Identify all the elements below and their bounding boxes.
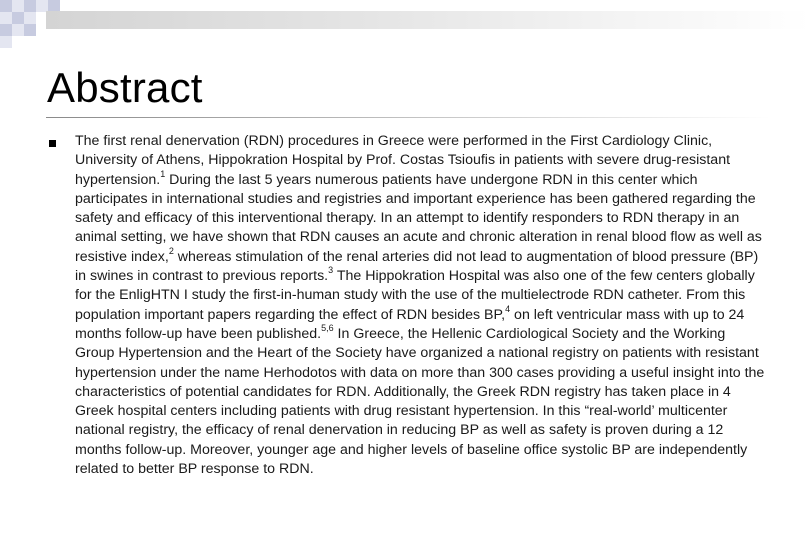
text-run: HTN I study the first-in-human study with the use of the multielectrode RDN catheter. From this population important papers regarding the effect of RDN besides BP, (75, 287, 746, 323)
decor-square (0, 36, 12, 48)
citation-superscript: 1 (160, 168, 166, 179)
citation-superscript: 2 (168, 246, 174, 257)
text-run: In Greece, the Hellenic Cardiological Society and the Working Group Hypertension and the Heart of the Society have organized a national registry on patients with resistant hypertension under the name Herhodotos with data on more than 300 cases providing a useful insight into the characteristics of potential candidates for RDN. Additionally, the Greek RDN registry has taken place in 4 Greek hospital centers including patients with drug resistant hypertension. In this “real-world’ multicenter national registry, the efficacy of renal denervation in reducing BP as well as safety is proven during a 12 months follow-up. Moreover, younger age and higher levels of baseline office systolic BP are independently related to better BP response to RDN. (75, 325, 765, 478)
citation-superscript: 4 (505, 303, 511, 314)
decor-square (24, 0, 36, 12)
text-run: The Hippokration Hospital was also one of the few centers globally for the Enlig (75, 268, 755, 304)
decor-square (12, 24, 24, 36)
text-run: on left ventricular mass with up to 24 months follow-up have been published. (75, 306, 745, 342)
citation-superscript: 3 (328, 265, 334, 276)
citation-superscript: 5,6 (321, 323, 334, 334)
slide-title: Abstract (47, 64, 203, 111)
decor-square (0, 12, 12, 24)
title-underline (46, 117, 770, 118)
decor-square (12, 0, 24, 12)
decor-square (0, 24, 12, 36)
decor-square (24, 12, 36, 24)
decor-square (0, 0, 12, 12)
text-run: During the last 5 years numerous patients have undergone RDN in this center which participates in international studies and registries and important experience has been gathered regarding the safety and efficacy of this interventional therapy. In an attempt to identify responders to RDN therapy in an animal setting, we have shown that RDN causes an acute and chronic alteration in renal blood flow as well as resistive index, (75, 171, 762, 265)
text-run: The first renal denervation (RDN) procedures in Greece were performed in the First Cardiology Clinic, University of Athens, Hippokration Hospital by Prof. Costas Tsioufis in patients with severe drug-resistant hypertension. (75, 133, 731, 188)
text-run: whereas stimulation of the renal arteries did not lead to augmentation of blood pressure (BP) in swines in contrast to previous reports. (75, 248, 759, 285)
bullet-text (75, 132, 765, 479)
bullet-square-icon (49, 140, 56, 147)
decor-square (12, 12, 24, 24)
header-band (46, 11, 810, 29)
decor-square (24, 24, 36, 36)
